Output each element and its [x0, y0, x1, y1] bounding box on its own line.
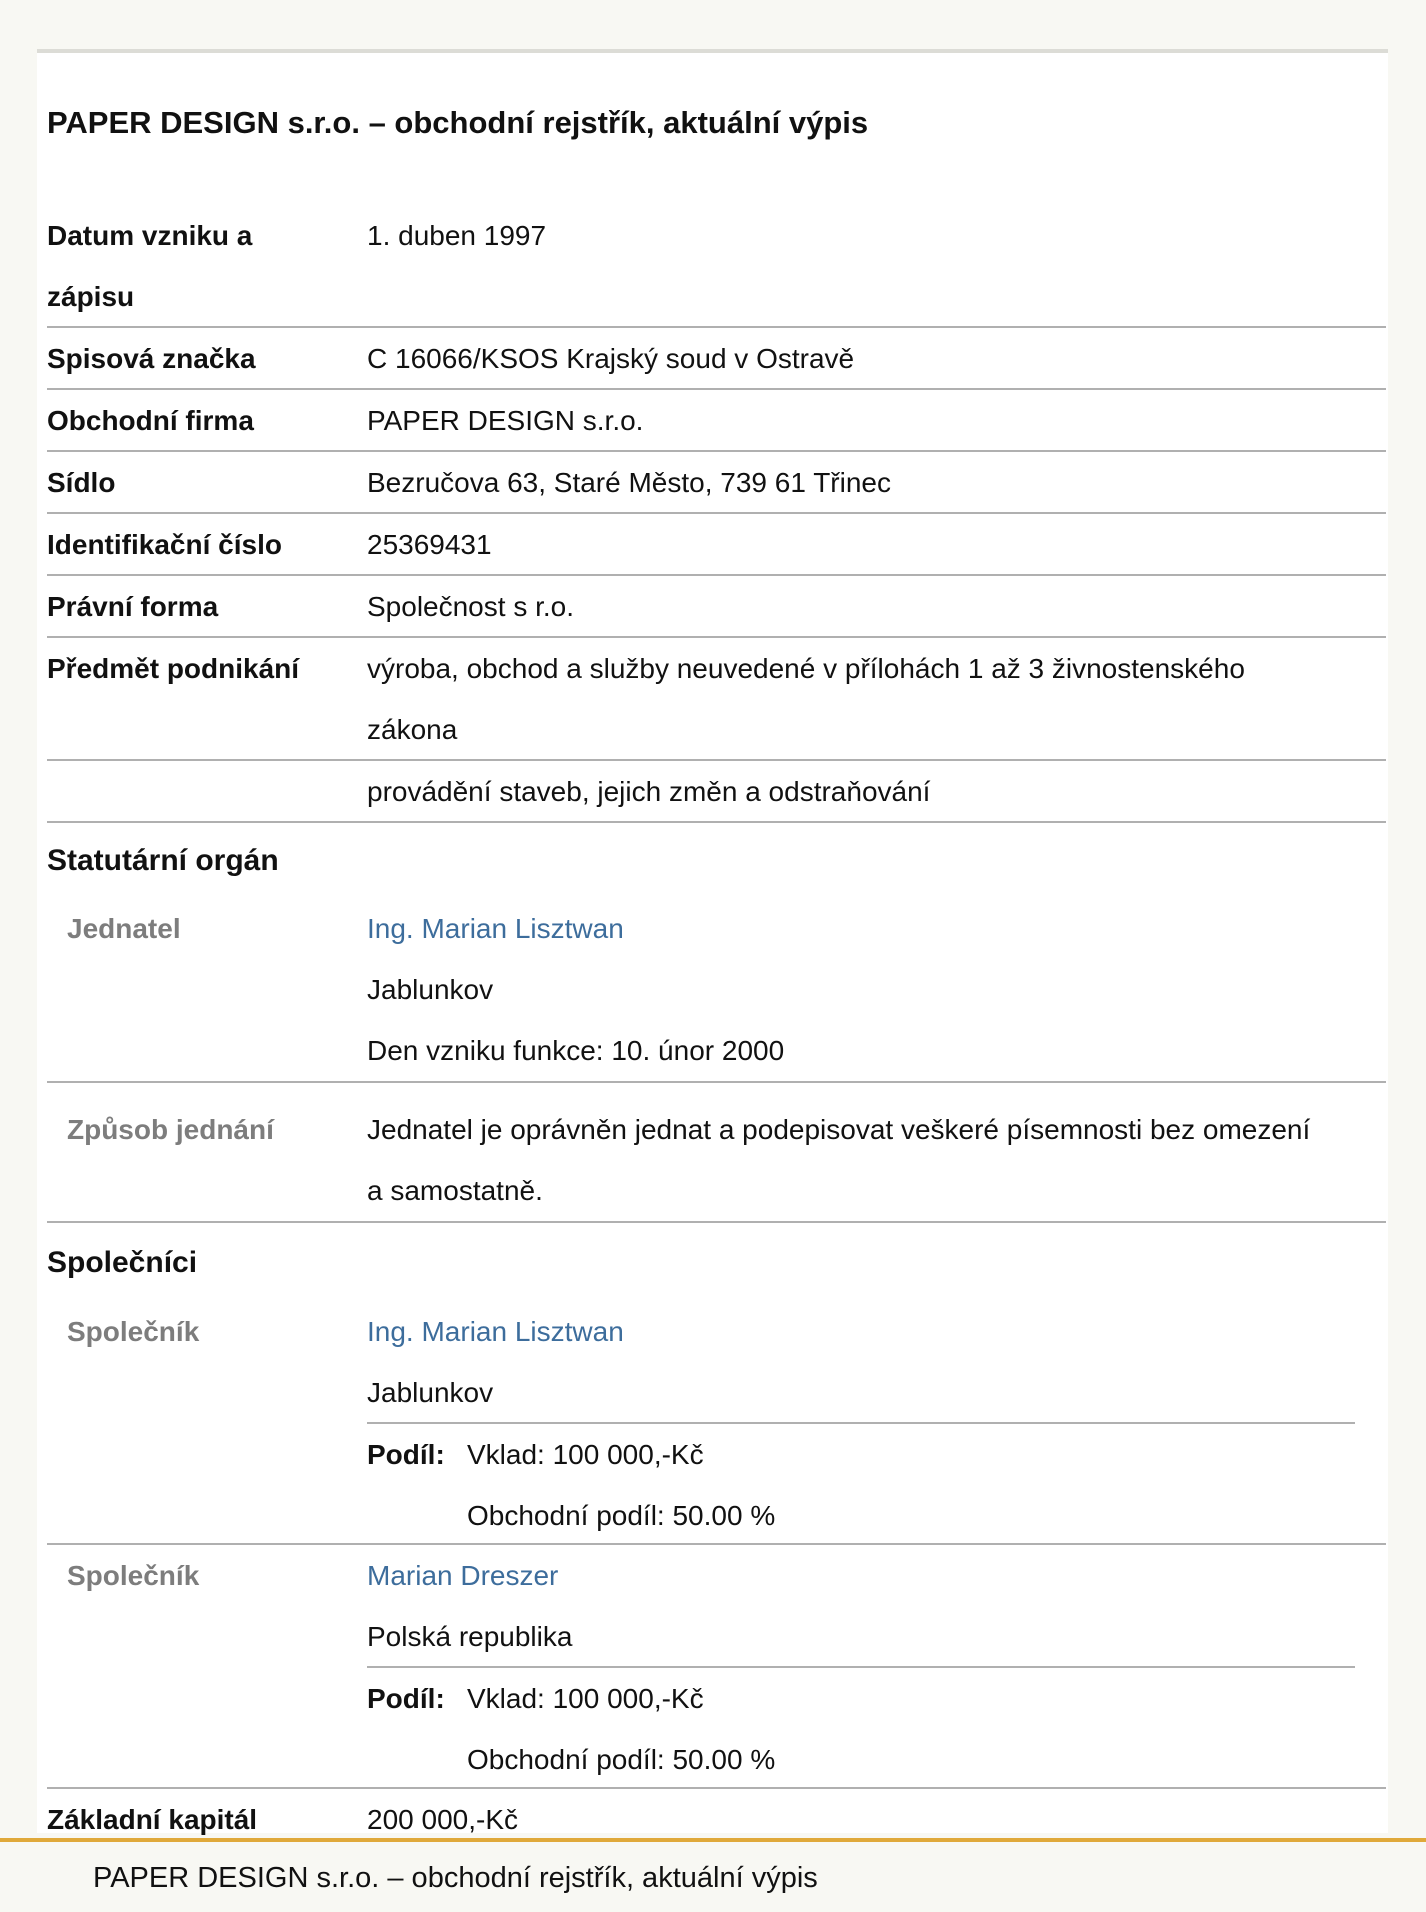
jednatel-details	[367, 898, 1382, 1081]
conduct-line-2: a samostatně.	[367, 1175, 543, 1206]
jednatel-name-link[interactable]: Ing. Marian Lisztwan	[367, 913, 624, 944]
partner-details	[367, 1545, 1382, 1667]
row-value: Bezručova 63, Staré Město, 739 61 Třinec	[367, 467, 891, 498]
row-value: PAPER DESIGN s.r.o.	[367, 405, 644, 436]
row-value: 1. duben 1997	[367, 220, 547, 251]
conduct-label: Způsob jednání	[67, 1114, 274, 1145]
footer-text: PAPER DESIGN s.r.o. – obchodní rejstřík, aktuální výpis	[93, 1862, 818, 1894]
row-business-name	[47, 390, 1386, 452]
partner-details	[367, 1301, 1382, 1423]
share-percentage: Obchodní podíl: 50.00 %	[467, 1500, 776, 1531]
partner-share	[367, 1422, 1355, 1545]
row-label: Předmět podnikání	[47, 653, 300, 684]
row-value: 25369431	[367, 529, 492, 560]
conduct-line-1: Jednatel je oprávněn jednat a podepisovat veškeré písemnosti bez omezení	[367, 1114, 1311, 1145]
row-label: Sídlo	[47, 467, 116, 498]
row-value: 200 000,-Kč	[367, 1804, 518, 1835]
row-business-activity-2	[47, 761, 1386, 823]
row-conduct	[47, 1083, 1386, 1223]
partner-label: Společník	[67, 1316, 200, 1347]
row-jednatel	[47, 898, 1386, 1083]
partner-share	[367, 1666, 1355, 1789]
row-partner-1	[47, 1301, 1386, 1545]
share-values	[467, 1424, 775, 1546]
row-legal-form	[47, 576, 1386, 638]
row-label: Spisová značka	[47, 343, 256, 374]
share-deposit: Vklad: 100 000,-Kč	[467, 1439, 704, 1470]
partner-location: Jablunkov	[367, 1377, 494, 1408]
row-founding-date	[47, 205, 1386, 328]
row-value: C 16066/KSOS Krajský soud v Ostravě	[367, 343, 855, 374]
register-panel	[37, 49, 1388, 1833]
row-label: Identifikační číslo	[47, 529, 282, 560]
footer	[0, 1838, 1426, 1912]
row-value: Společnost s r.o.	[367, 591, 575, 622]
row-label: Obchodní firma	[47, 405, 254, 436]
row-label: Datum vzniku a zápisu	[47, 220, 253, 312]
row-value: provádění staveb, jejich změn a odstraňování	[367, 776, 931, 807]
row-company-id	[47, 514, 1386, 576]
conduct-text	[367, 1099, 1382, 1221]
row-partner-2	[47, 1545, 1386, 1789]
share-label: Podíl:	[367, 1683, 445, 1714]
share-values	[467, 1668, 775, 1790]
share-percentage: Obchodní podíl: 50.00 %	[467, 1744, 776, 1775]
section-partners: Společníci	[47, 1246, 198, 1279]
row-file-number	[47, 328, 1386, 390]
row-business-activity	[47, 638, 1386, 761]
jednatel-city: Jablunkov	[367, 974, 494, 1005]
share-deposit: Vklad: 100 000,-Kč	[467, 1683, 704, 1714]
page-title: PAPER DESIGN s.r.o. – obchodní rejstřík, aktuální výpis	[47, 105, 869, 140]
row-value: výroba, obchod a služby neuvedené v přílohách 1 až 3 živnostenského zákona	[367, 653, 1245, 745]
row-label: Základní kapitál	[47, 1804, 258, 1835]
jednatel-since: Den vzniku funkce: 10. únor 2000	[367, 1035, 785, 1066]
row-label: Právní forma	[47, 591, 219, 622]
share-label: Podíl:	[367, 1439, 445, 1470]
partner-name-link[interactable]: Marian Dreszer	[367, 1560, 559, 1591]
row-registered-office	[47, 452, 1386, 514]
partner-label: Společník	[67, 1560, 200, 1591]
section-statutory-body: Statutární orgán	[47, 844, 279, 877]
partner-name-link[interactable]: Ing. Marian Lisztwan	[367, 1316, 624, 1347]
jednatel-label: Jednatel	[67, 913, 181, 944]
partner-location: Polská republika	[367, 1621, 573, 1652]
